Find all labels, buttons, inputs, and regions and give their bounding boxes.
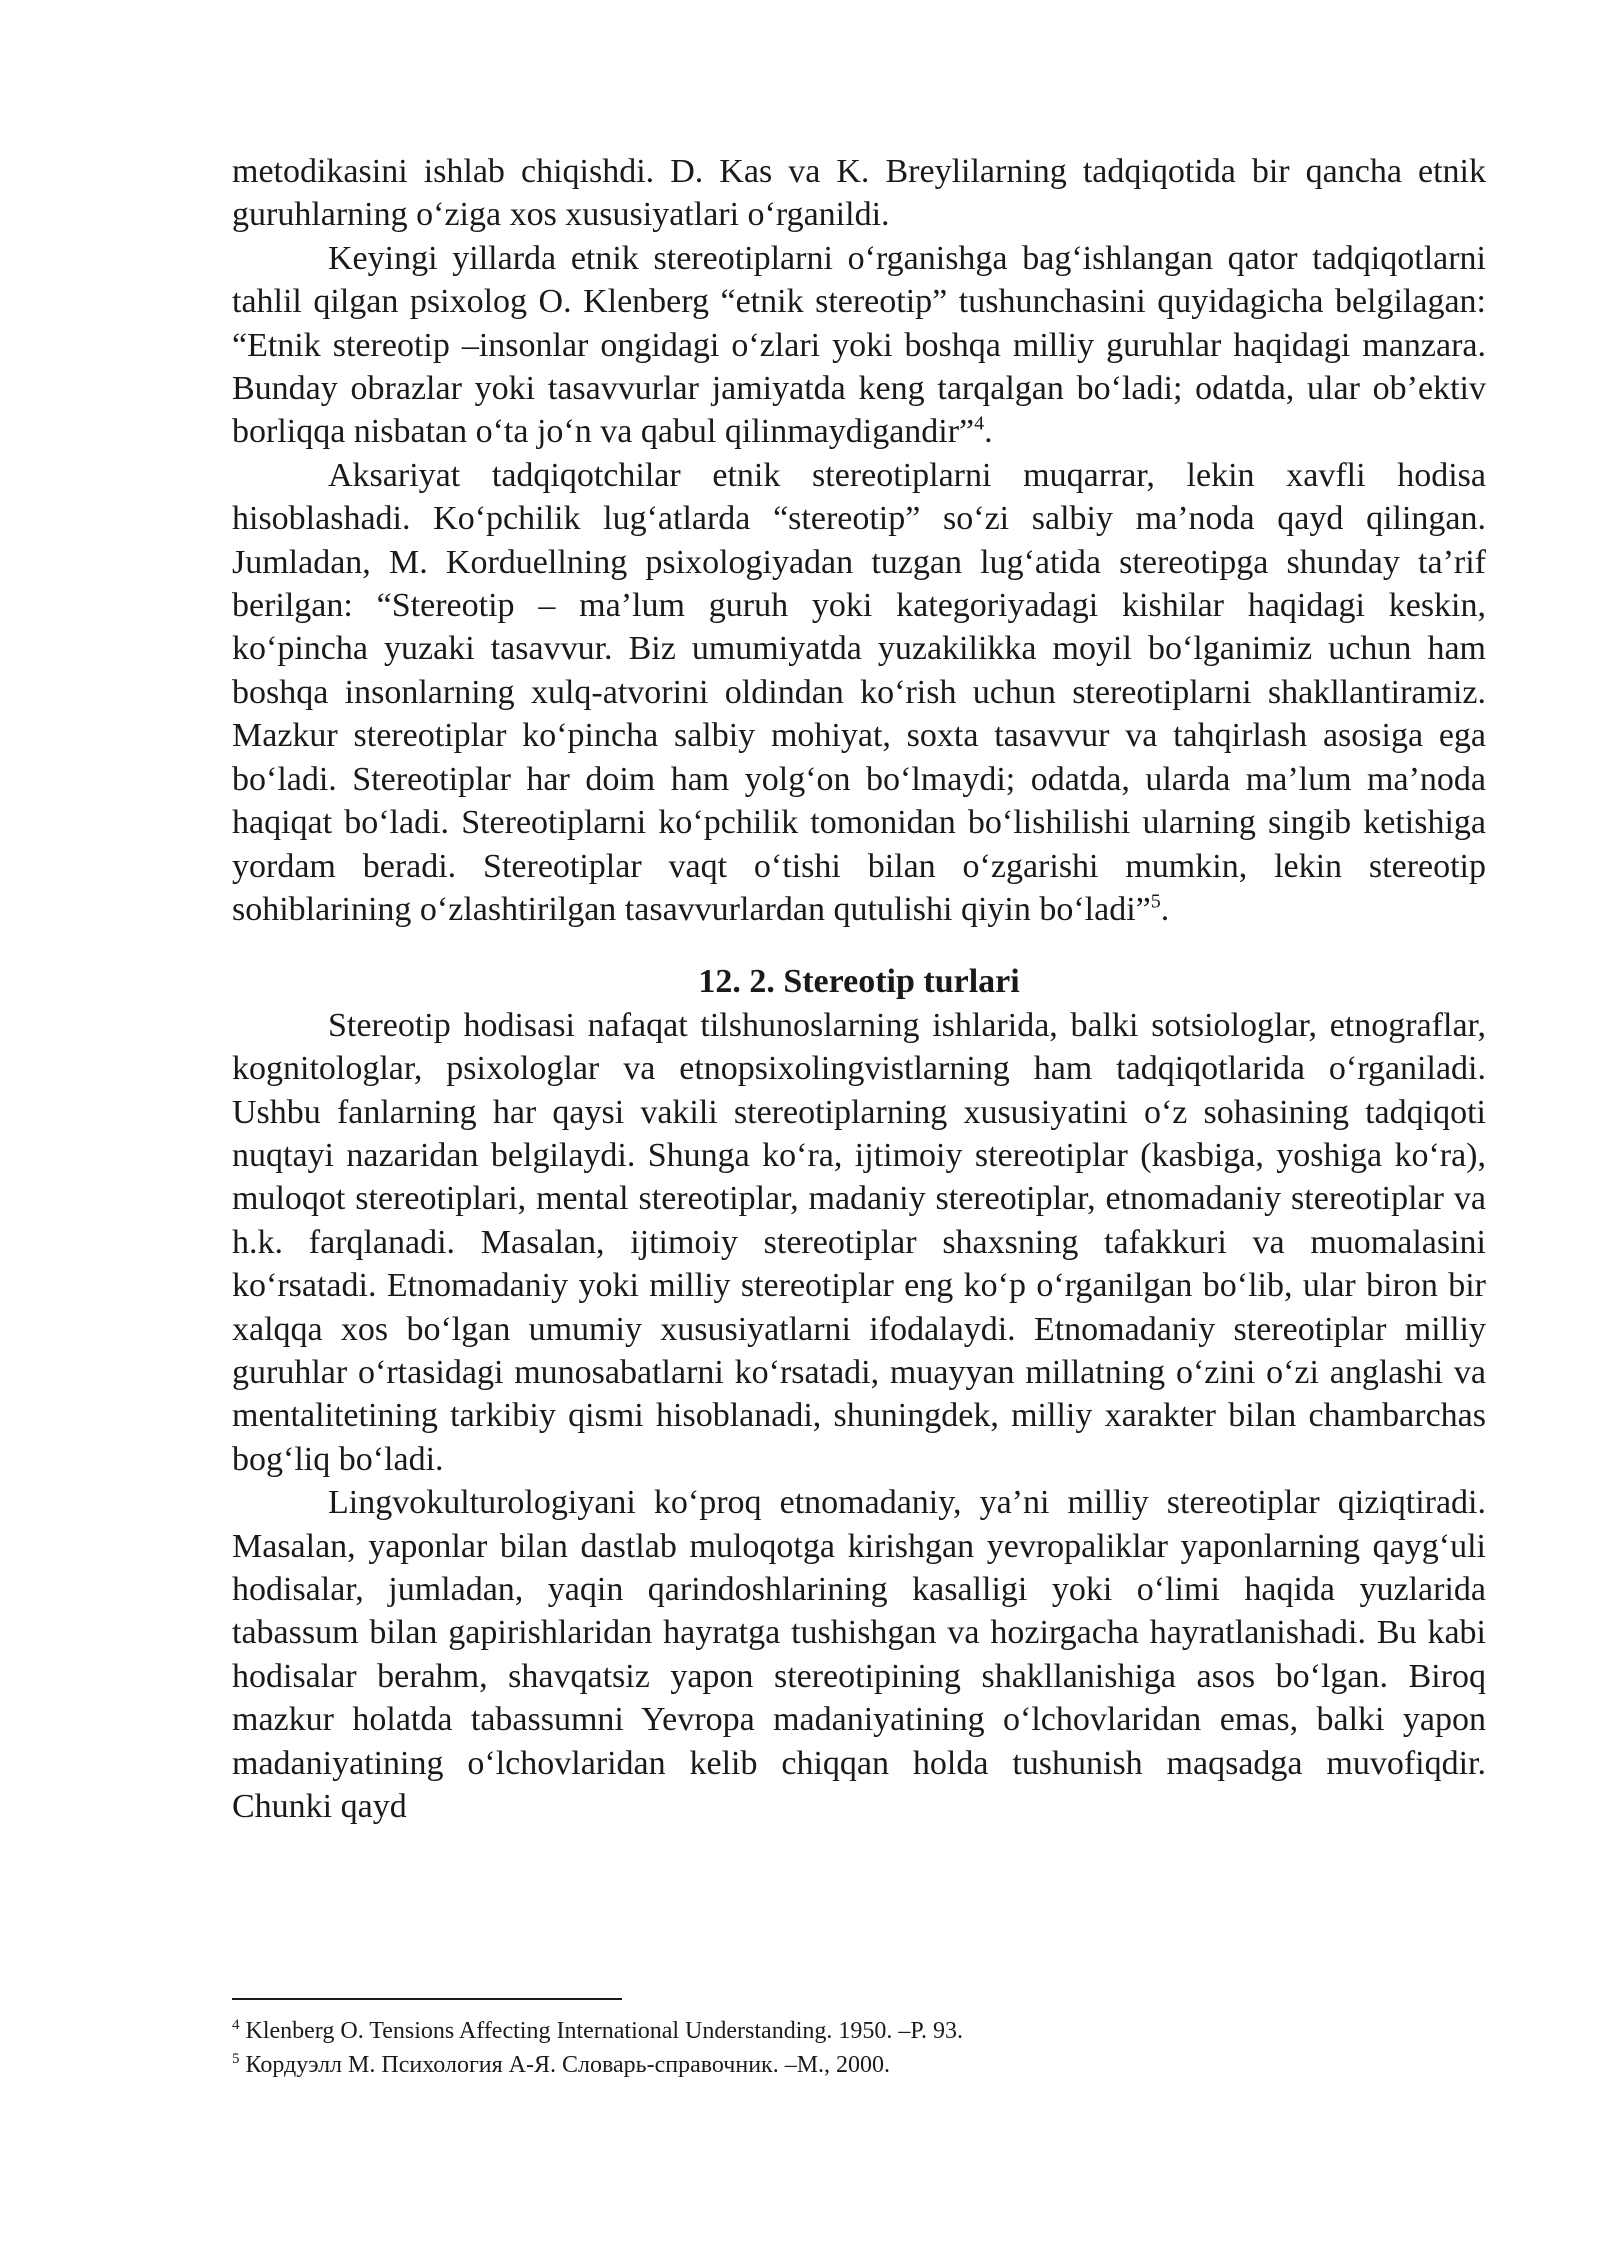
paragraph-4 [232, 1004, 1486, 1481]
paragraph-1-text: metodikasini ishlab chiqishdi. D. Kas va K. Breylilarning tadqiqotida bir qancha etnik guruhlarning o‘ziga xos xususiyatlari o‘rganildi. [232, 153, 1486, 234]
footnote-4 [232, 2014, 1486, 2048]
paragraph-5-text: Lingvokulturologiyani ko‘proq etnomadaniy, ya’ni milliy stereotiplar qiziqtiradi. Masalan, yaponlar bilan dastlab muloqotga kirishgan yevropaliklar yaponlarning qayg‘uli hodisalar, jumladan, yaqin qarindoshlarining kasalligi yoki o‘limi haqida yuzlarida tabassum bilan gapirishlaridan hayratga tushishgan va hozirgacha hayratlanishadi. Bu kabi hodisalar berahm, shavqatsiz yapon stereotipining shakllanishiga asos bo‘lgan. Biroq mazkur holatda tabassumni Yevropa madaniyatining o‘lchovlaridan emas, balki yapon madaniyatining o‘lchovlaridan kelib chiqqan holda tushunish maqsadga muvofiqdir. Chunki qayd [232, 1484, 1486, 1826]
footnote-5 [232, 2048, 1486, 2082]
footnotes-section [232, 1998, 1486, 2082]
footnote-5-text: Кордуэлл М. Психология А-Я. Словарь-справочник. –М., 2000. [245, 2052, 891, 2078]
paragraph-1 [232, 150, 1486, 237]
paragraph-3-text: Aksariyat tadqiqotchilar etnik stereotiplarni muqarrar, lekin xavfli hodisa hisoblashadi. Ko‘pchilik lug‘atlarda “stereotip” so‘zi salbiy ma’noda qayd qilingan. Jumladan, M. Korduellning psixologiyadan tuzgan lug‘atida stereotipga shunday ta’rif berilgan: “Stereotip – ma’lum guruh yoki kategoriyadagi kishilar haqidagi keskin, ko‘pincha yuzaki tasavvur. Biz umumiyatda yuzakilikka moyil bo‘lganimiz uchun ham boshqa insonlarning xulq-atvorini oldindan ko‘rish uchun stereotiplarni shakllantiramiz. Mazkur stereotiplar ko‘pincha salbiy mohiyat, soxta tasavvur va tahqirlash asosiga ega bo‘ladi. Stereotiplar har doim ham yolg‘on bo‘lmaydi; odatda, ularda ma’lum ma’noda haqiqat bo‘ladi. Stereotiplarni ko‘pchilik tomonidan bo‘lishilishi ularning singib ketishiga yordam beradi. Stereotiplar vaqt o‘tishi bilan o‘zgarishi mumkin, lekin stereotip sohiblarining o‘zlashtirilgan tasavvurlardan qutulishi qiyin bo‘ladi” [232, 456, 1486, 928]
paragraph-5 [232, 1481, 1486, 1828]
paragraph-3: Aksariyat tadqiqotchilar etnik stereotiplarni muqarrar, lekin xavfli hodisa hisoblashadi. Ko‘pchilik lug‘atlarda “stereotip” so‘zi salbiy ma’noda qayd qilingan. Jumladan, M. Korduellning psixologiyadan tuzgan lug‘atida stereotipga shunday ta’rif berilgan: “Stereotip – ma’lum guruh yoki kategoriyadagi kishilar haqidagi keskin, ko‘pincha yuzaki tasavvur. Biz umumiyatda yuzakilikka moyil bo‘lganimiz uchun ham boshqa insonlarning xulq-atvorini oldindan ko‘rish uchun stereotiplarni shakllantiramiz. Mazkur stereotiplar ko‘pincha salbiy mohiyat, soxta tasavvur va tahqirlash asosiga ega bo‘ladi. Stereotiplar har doim ham yolg‘on bo‘lmaydi; odatda, ularda ma’lum ma’noda haqiqat bo‘ladi. Stereotiplarni ko‘pchilik tomonidan bo‘lishilishi ularning singib ketishiga yordam beradi. Stereotiplar vaqt o‘tishi bilan o‘zgarishi mumkin, lekin stereotip sohiblarining o‘zlashtirilgan tasavvurlardan qutulishi qiyin bo‘ladi”$^5$. [232, 456, 1486, 928]
footnote-4-number: 4 [232, 2017, 240, 2033]
paragraph-2: Keyingi yillarda etnik stereotiplarni o‘rganishga bag‘ishlangan qator tadqiqotlarni tahlil qilgan psixolog O. Klenberg “etnik stereotip” tushunchasini quyidagicha belgilagan: “Etnik stereotip –insonlar ongidagi o‘zlari yoki boshqa milliy guruhlar haqidagi manzara. Bunday obrazlar yoki tasavvurlar jamiyatda keng tarqalgan bo‘ladi; odatda, ular ob’ektiv borliqqa nisbatan o‘ta jo‘n va qabul qilinmaydigandir”$^4$. [232, 239, 1486, 451]
paragraph-2-text: Keyingi yillarda etnik stereotiplarni o‘rganishga bag‘ishlangan qator tadqiqotlarni tahlil qilgan psixolog O. Klenberg “etnik stereotip” tushunchasini quyidagicha belgilagan: “Etnik stereotip –insonlar ongidagi o‘zlari yoki boshqa milliy guruhlar haqidagi manzara. Bunday obrazlar yoki tasavvurlar jamiyatda keng tarqalgan bo‘ladi; odatda, ular ob’ektiv borliqqa nisbatan o‘ta jo‘n va qabul qilinmaydigandir” [232, 239, 1486, 451]
footnote-4-text: Klenberg O. Tensions Affecting International Understanding. 1950. –P. 93. [245, 2018, 964, 2044]
footnote-ref-4[interactable]: 4 [974, 413, 985, 436]
section-heading: 12. 2. Stereotip turlari [698, 963, 1020, 1001]
page-body [232, 150, 1486, 1828]
paragraph-4-text: Stereotip hodisasi nafaqat tilshunoslarning ishlarida, balki sotsiologlar, etnograflar, kognitologlar, psixologlar va etnopsixolingvistlarning ham tadqiqotlarida o‘rganiladi. Ushbu fanlarning har qaysi vakili stereotiplarning xususiyatini o‘z sohasining tadqiqoti nuqtayi nazaridan belgilaydi. Shunga ko‘ra, ijtimoiy stereotiplar (kasbiga, yoshiga ko‘ra), muloqot stereotiplari, mental stereotiplar, madaniy stereotiplar, etnomadaniy stereotiplar va h.k. farqlanadi. Masalan, ijtimoiy stereotiplar shaxsning tafakkuri va muomalasini ko‘rsatadi. Etnomadaniy yoki milliy stereotiplar eng ko‘p o‘rganilgan bo‘lib, ular biron bir xalqqa xos bo‘lgan umumiy xususiyatlarni ifodalaydi. Etnomadaniy stereotiplar milliy guruhlar o‘rtasidagi munosabatlarni ko‘rsatadi, muayyan millatning o‘zini o‘zi anglashi va mentalitetining tarkibiy qismi hisoblanadi, shuningdek, milliy xarakter bilan chambarchas bog‘liq bo‘ladi. [232, 1006, 1486, 1478]
footnote-5-number: 5 [232, 2051, 240, 2067]
footnote-ref-5[interactable]: 5 [1150, 890, 1161, 913]
footnote-divider [232, 1998, 622, 2000]
